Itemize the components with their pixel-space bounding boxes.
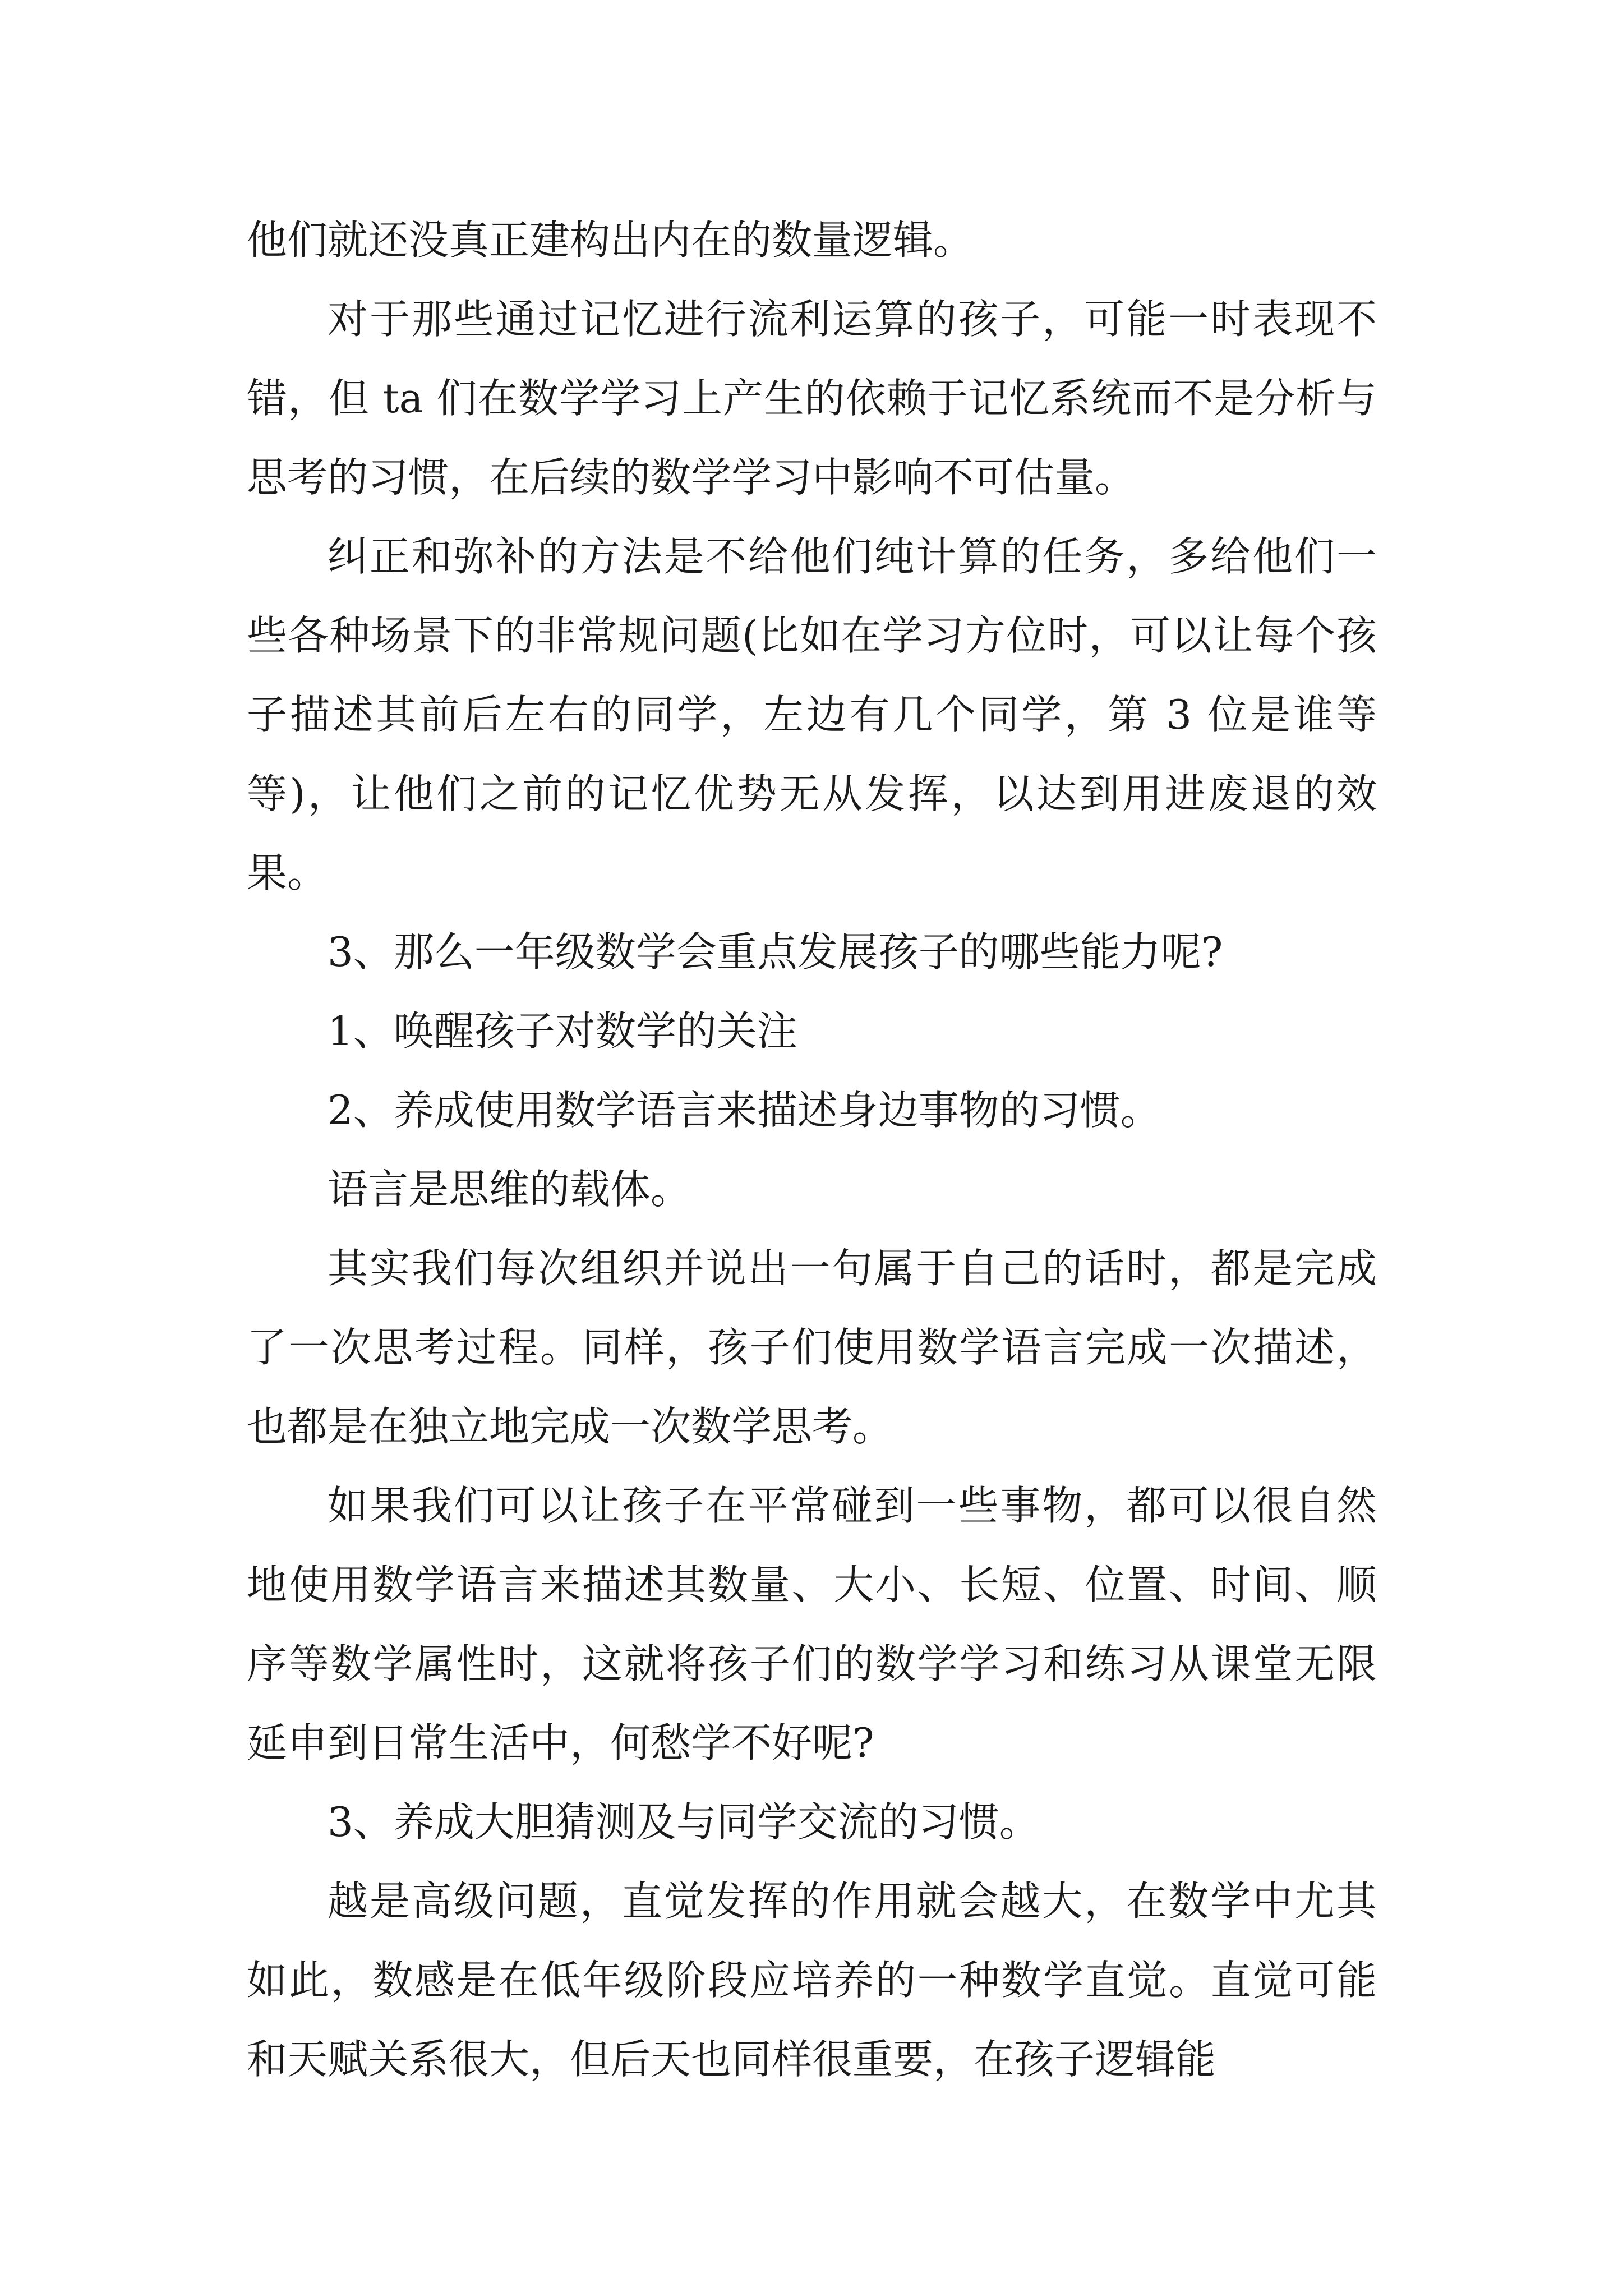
heading-grade-one-abilities: 3、那么一年级数学会重点发展孩子的哪些能力呢? bbox=[328, 928, 1223, 976]
paragraph-correction-method: 纠正和弥补的方法是不给他们纯计算的任务，多给他们一些各种场景下的非常规问题(比如在学习方位时，可以让每个孩子描述其前后左右的同学，左边有几个同学，第 3 位是谁等等)，让他们之前的记忆优势无从发挥，以达到用进废退的效果。 bbox=[247, 533, 1377, 896]
paragraph-thinking-process: 其实我们每次组织并说出一句属于自己的话时，都是完成了一次思考过程。同样，孩子们使用数学语言完成一次描述，也都是在独立地完成一次数学思考。 bbox=[247, 1245, 1377, 1450]
paragraph-daily-life: 如果我们可以让孩子在平常碰到一些事物，都可以很自然地使用数学语言来描述其数量、大小、长短、位置、时间、顺序等数学属性时，这就将孩子们的数学学习和练习从课堂无限延申到日常生活中，何愁学不好呢? bbox=[247, 1482, 1377, 1766]
paragraph-memory-calculation: 对于那些通过记忆进行流利运算的孩子，可能一时表现不错，但 ta 们在数学学习上产生的依赖于记忆系统而不是分析与思考的习惯，在后续的数学学习中影响不可估量。 bbox=[247, 296, 1377, 501]
paragraph-intuition: 越是高级问题，直觉发挥的作用就会越大，在数学中尤其如此，数感是在低年级阶段应培养的一种数学直觉。直觉可能和天赋关系很大，但后天也同样很重要，在孩子逻辑能 bbox=[247, 1878, 1377, 2083]
document-body bbox=[247, 201, 1377, 2099]
list-item-awaken-attention: 1、唤醒孩子对数学的关注 bbox=[328, 1007, 797, 1055]
paragraph-continuation: 他们就还没真正建构出内在的数量逻辑。 bbox=[247, 217, 974, 264]
list-item-math-language: 2、养成使用数学语言来描述身边事物的习惯。 bbox=[328, 1087, 1161, 1134]
paragraph-language-carrier: 语言是思维的载体。 bbox=[328, 1166, 691, 1213]
list-item-bold-guessing: 3、养成大胆猜测及与同学交流的习惯。 bbox=[328, 1798, 1040, 1846]
